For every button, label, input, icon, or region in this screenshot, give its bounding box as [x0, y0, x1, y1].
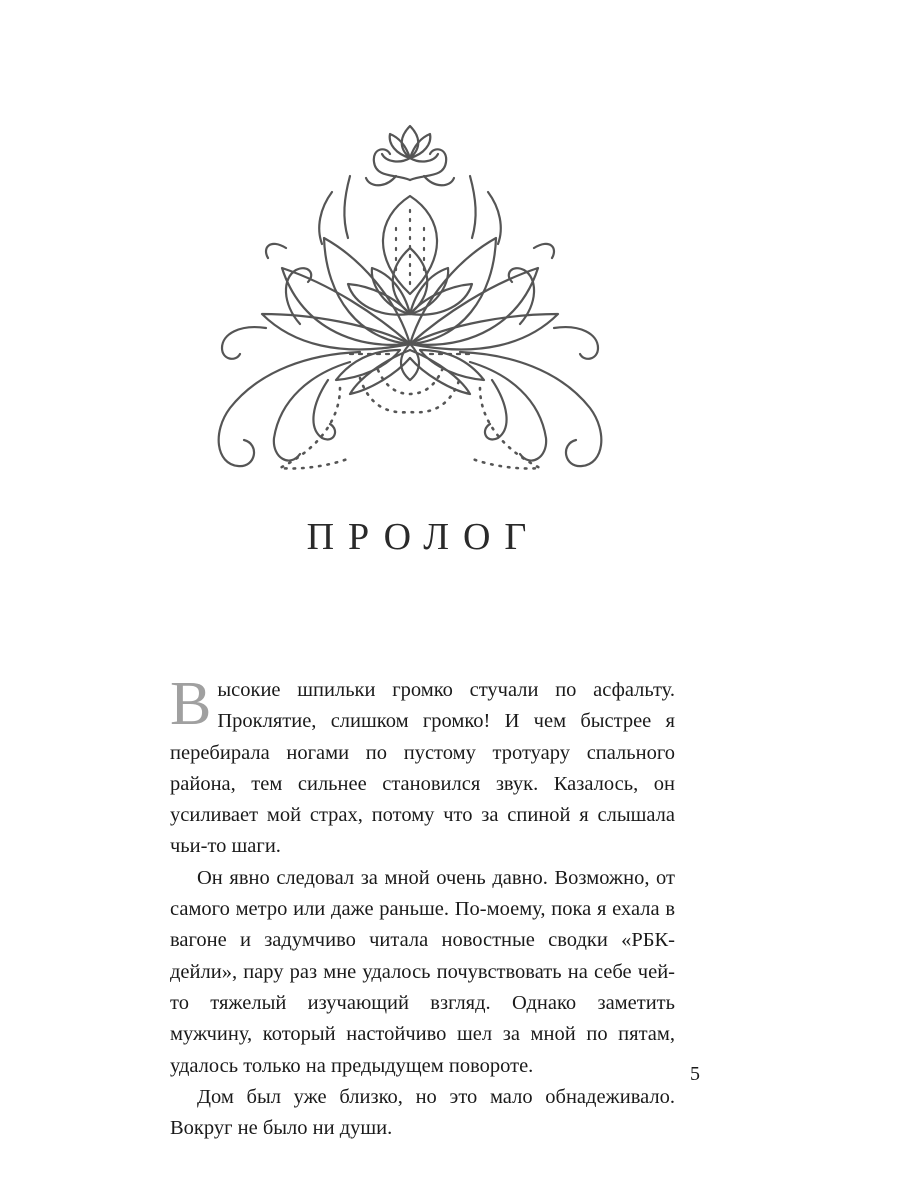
- chapter-body: [170, 670, 675, 1144]
- chapter-title: ПРОЛОГ: [306, 516, 541, 558]
- paragraph-1-text: ысокие шпильки громко стучали по асфальту. Проклятие, слишком громко! И чем быстрее я перебирала ногами по пустому тротуару спального района, тем сильнее становился звук. Казалось, он усиливает мой страх, потому что за спиной я слышала чьи-то шаги.: [170, 679, 675, 858]
- paragraph-2: Он явно следовал за мной очень давно. Возможно, от самого метро или даже раньше. По-моему, пока я ехала в вагоне и задумчиво читала новостные сводки «РБК-дейли», пару раз мне удалось почувствовать на себе чей-то тяжелый изучающий взгляд. Однако заметить мужчину, который настойчиво шел за мной по пятам, удалось только на предыдущем повороте.: [170, 866, 675, 1077]
- page-number: 5: [690, 1063, 700, 1085]
- drop-cap: В: [170, 670, 212, 738]
- paragraph-3: Дом был уже близко, но это мало обнадеживало. Вокруг не было ни души.: [170, 1085, 675, 1140]
- lotus-ornament-icon: [200, 118, 620, 483]
- paragraph-1: [170, 670, 675, 863]
